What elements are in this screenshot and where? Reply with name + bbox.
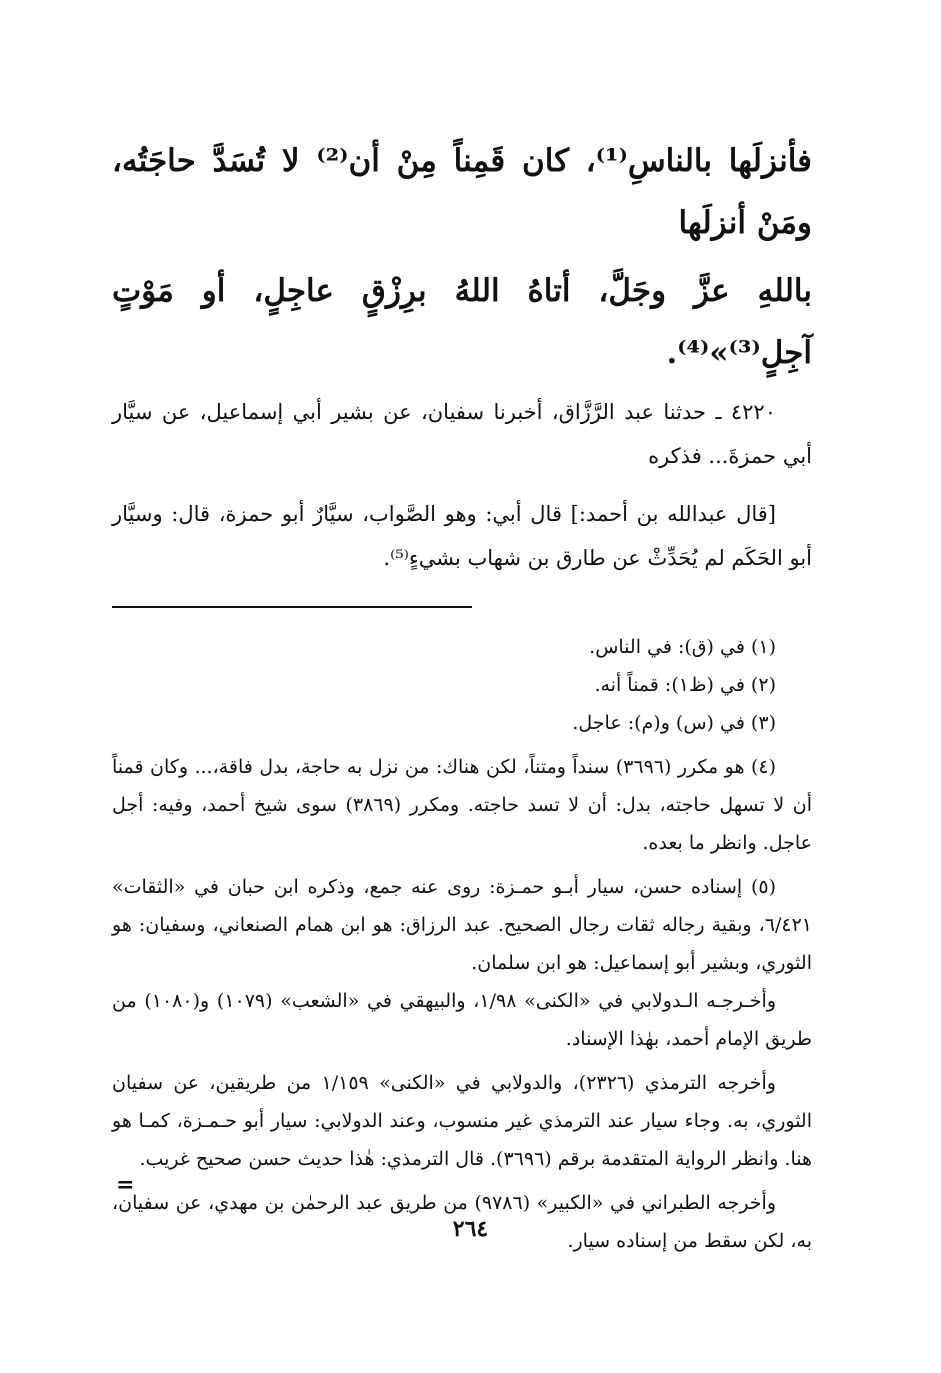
matn-line-2: باللهِ عزَّ وجَلَّ، أتاهُ اللهُ برِزْقٍ عاجِلٍ، أو مَوْتٍ آجِلٍ⁽³⁾»⁽⁴⁾. xyxy=(112,273,812,371)
footnote-3: (٣) في (س) و(م): عاجل. xyxy=(572,712,776,734)
footnote-1: (١) في (ق): في الناس. xyxy=(589,636,776,658)
footnote-5-cont-3: وأخرجه الطبراني في «الكبير» (٩٧٨٦) من طريق عبد الرحمٰن بن مهدي، عن سفيان، به، لكن سقط من إسناده سيار. xyxy=(112,1192,812,1252)
continuation-mark: = xyxy=(116,1172,135,1198)
matn-line-1: فأنزلَها بالناسِ⁽¹⁾، كان قَمِناً مِنْ أن⁽²⁾ لا تُسَدَّ حاجَتُه، ومَنْ أنزلَها xyxy=(112,143,812,241)
hadith-4220: ٤٢٢٠ ـ حدثنا عبد الرَّزَّاق، أخبرنا سفيان، عن بشير أبي إسماعيل، عن سيَّار أبي حمزةَ... فذكره xyxy=(112,400,812,468)
footnote-5: (٥) إسناده حسن، سيار أبـو حمـزة: روى عنه جمع، وذكره ابن حبان في «الثقات» ٦/٤٢١، وبقية رجاله ثقات رجال الصحيح. عبد الرزاق: هو ابن همام الصنعاني، وسفيان: هو الثوري، وبشير أبو إسماعيل: هو ابن سلمان. xyxy=(112,876,812,974)
abdullah-note: [قال عبدالله بن أحمد:] قال أبي: وهو الصَّواب، سيَّارٌ أبو حمزة، قال: وسيَّار أبو الحَكَم لم يُحَدِّثْ عن طارق بن شهاب بشيءٍ⁽⁵⁾. xyxy=(112,502,812,570)
footnotes xyxy=(112,628,812,1260)
footnote-2: (٢) في (ظ١): قمناً أنه. xyxy=(594,674,776,696)
page-number: ٢٦٤ xyxy=(452,1216,489,1242)
footnote-5-cont-1: وأخـرجـه الـدولابي في «الكنى» ١/٩٨، والبيهقي في «الشعب» (١٠٧٩) و(١٠٨٠) من طريق الإمام أحمد، بهٰذا الإسناد. xyxy=(112,990,812,1050)
footnote-divider xyxy=(112,606,472,608)
footnote-5-cont-2: وأخرجه الترمذي (٢٣٢٦)، والدولابي في «الكنى» ١/١٥٩ من طريقين، عن سفيان الثوري، به. وجاء سيار عند الترمذي غير منسوب، وعند الدولابي: سيار أبو حـمـزة، كمـا هو هنا. وانظر الرواية المتقدمة برقم (٣٦٩٦). قال الترمذي: هٰذا حديث حسن صحيح غريب. xyxy=(112,1072,812,1170)
page-body xyxy=(112,130,812,1260)
footnote-4: (٤) هو مكرر (٣٦٩٦) سنداً ومتناً، لكن هناك: من نزل به حاجة، بدل فاقة،... وكان قمناً أن لا تسهل حاجته، بدل: أن لا تسد حاجته. ومكرر (٣٨٦٩) سوى شيخ أحمد، وفيه: أجل عاجل. وانظر ما بعده. xyxy=(112,756,812,854)
